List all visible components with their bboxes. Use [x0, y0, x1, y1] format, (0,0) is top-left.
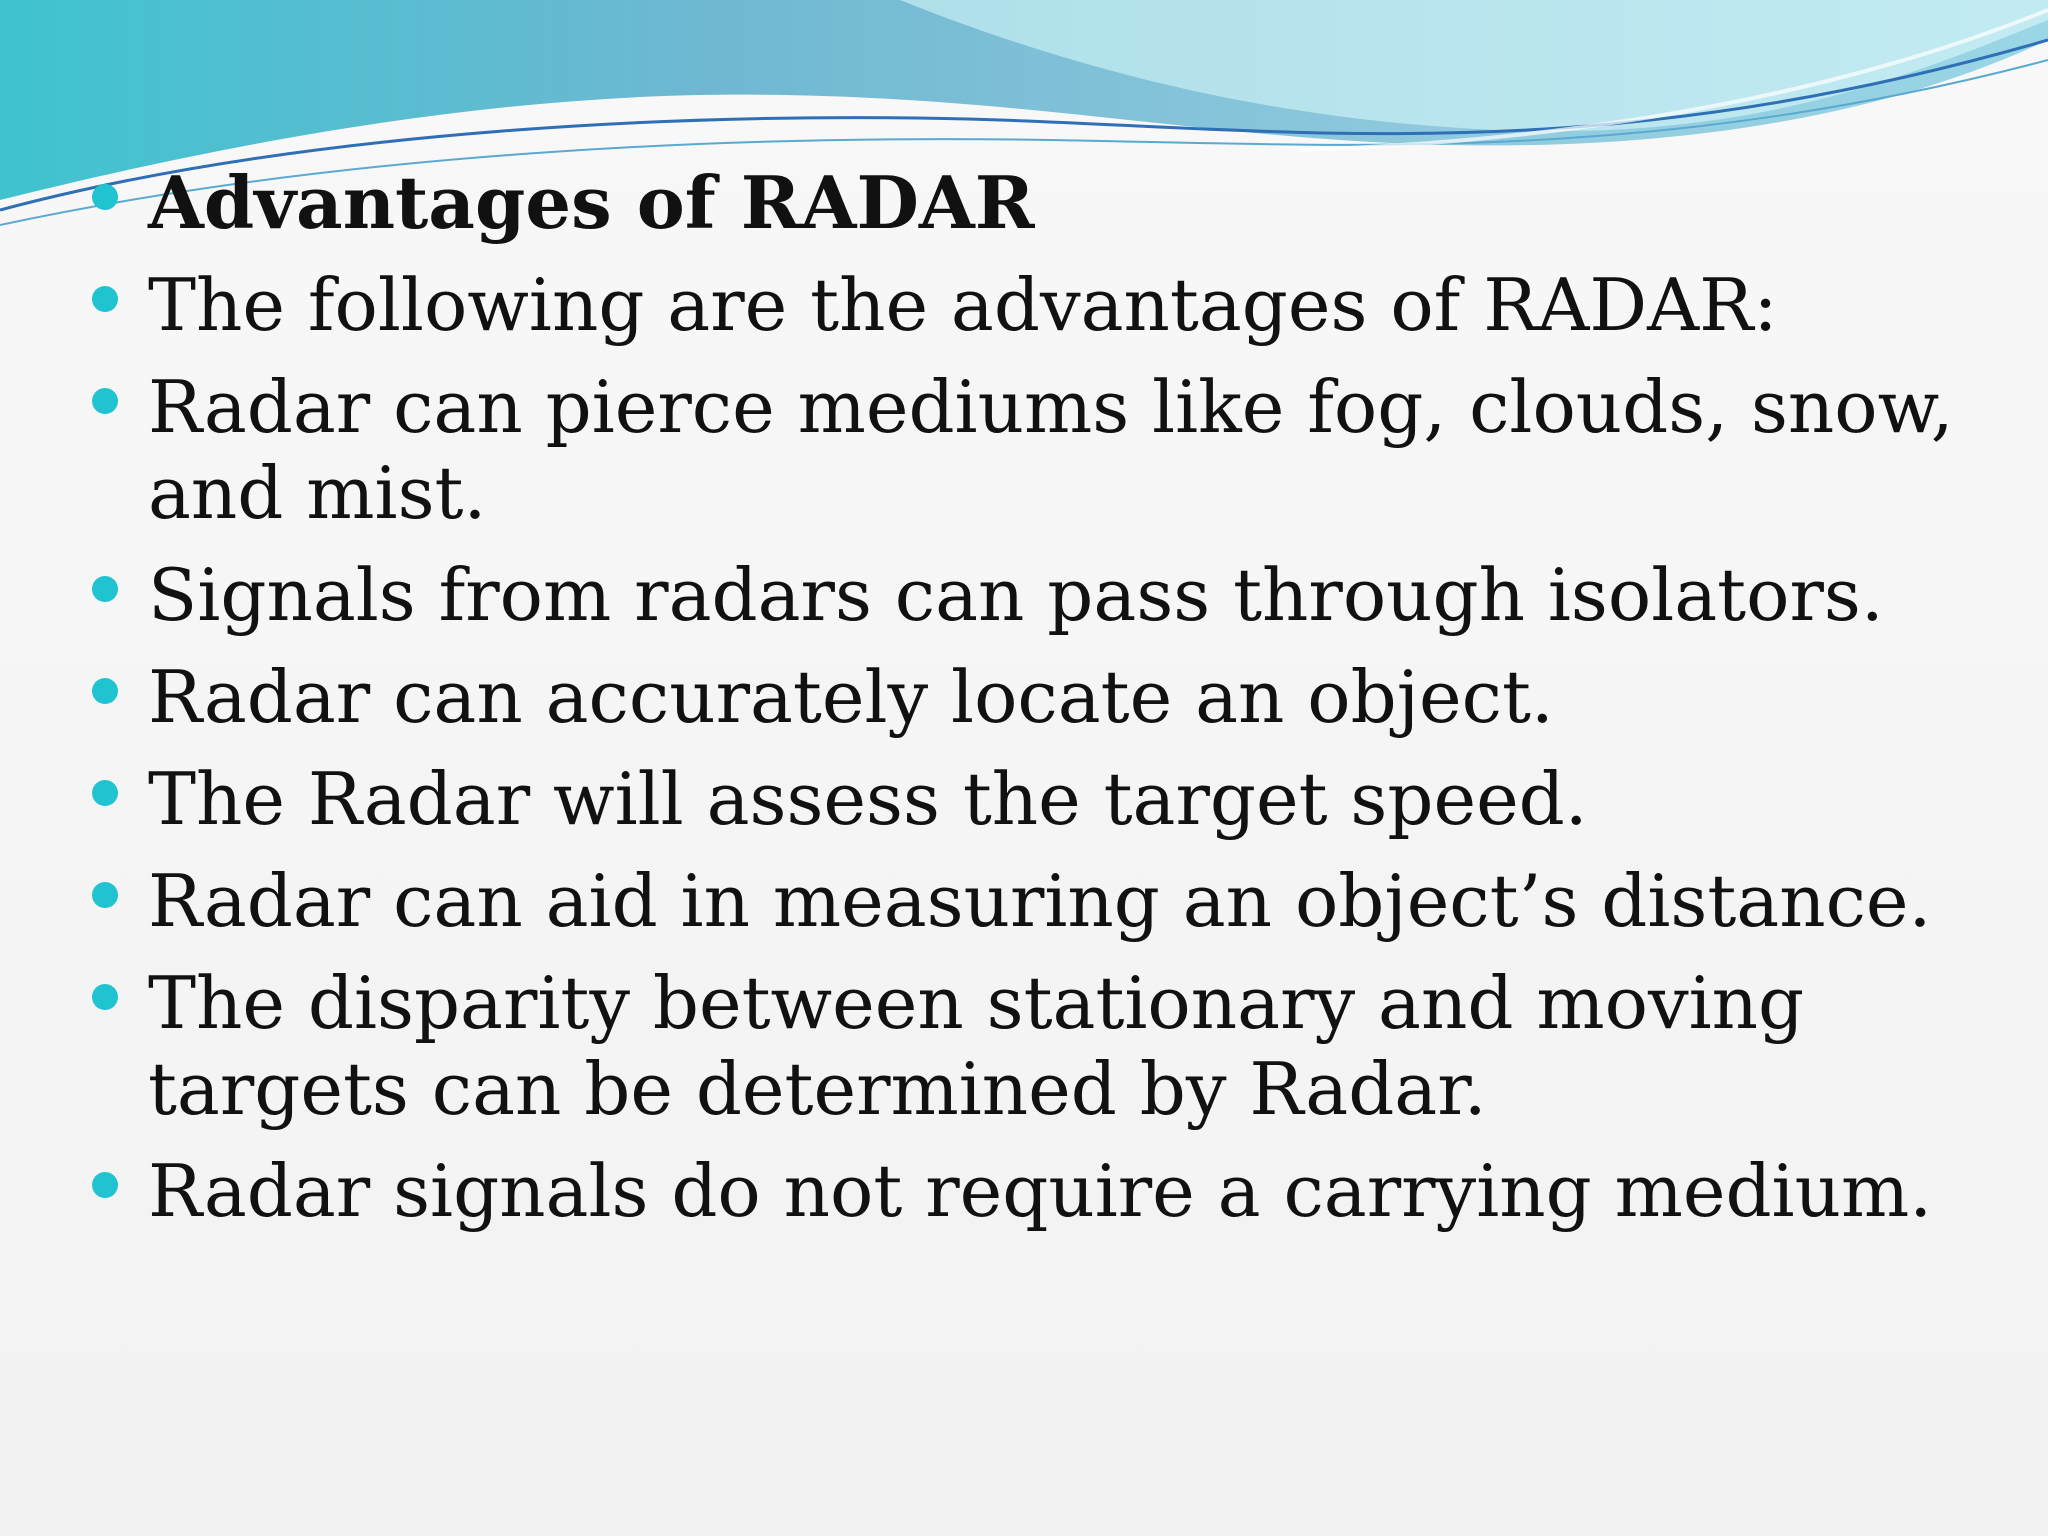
bullet-item [90, 756, 2020, 842]
bullet-list [90, 160, 2020, 1234]
bullet-text: Advantages of RADAR [148, 160, 1035, 245]
bullet-dot-icon [92, 576, 118, 602]
slide-body [90, 160, 2020, 1250]
bullet-dot-icon [92, 780, 118, 806]
bullet-item [90, 262, 2020, 348]
bullet-item-heading [90, 160, 2020, 246]
bullet-dot-icon [92, 388, 118, 414]
bullet-text: Radar can aid in measuring an object’s distance. [148, 859, 1932, 943]
bullet-dot-icon [92, 286, 118, 312]
bullet-dot-icon [92, 184, 118, 210]
bullet-item [90, 654, 2020, 740]
bullet-text: Signals from radars can pass through isolators. [148, 553, 1884, 637]
bullet-dot-icon [92, 1172, 118, 1198]
bullet-text: Radar signals do not require a carrying medium. [148, 1149, 1933, 1233]
bullet-item [90, 858, 2020, 944]
bullet-item [90, 1148, 2020, 1234]
bullet-text: The disparity between stationary and moving targets can be determined by Radar. [148, 961, 1805, 1131]
bullet-dot-icon [92, 882, 118, 908]
bullet-dot-icon [92, 984, 118, 1010]
bullet-item [90, 552, 2020, 638]
bullet-text: The following are the advantages of RADAR: [148, 263, 1778, 347]
bullet-text: The Radar will assess the target speed. [148, 757, 1588, 841]
bullet-item [90, 364, 2020, 536]
bullet-dot-icon [92, 678, 118, 704]
bullet-text: Radar can pierce mediums like fog, clouds, snow, and mist. [148, 365, 1954, 535]
bullet-text: Radar can accurately locate an object. [148, 655, 1554, 739]
bullet-item [90, 960, 2020, 1132]
